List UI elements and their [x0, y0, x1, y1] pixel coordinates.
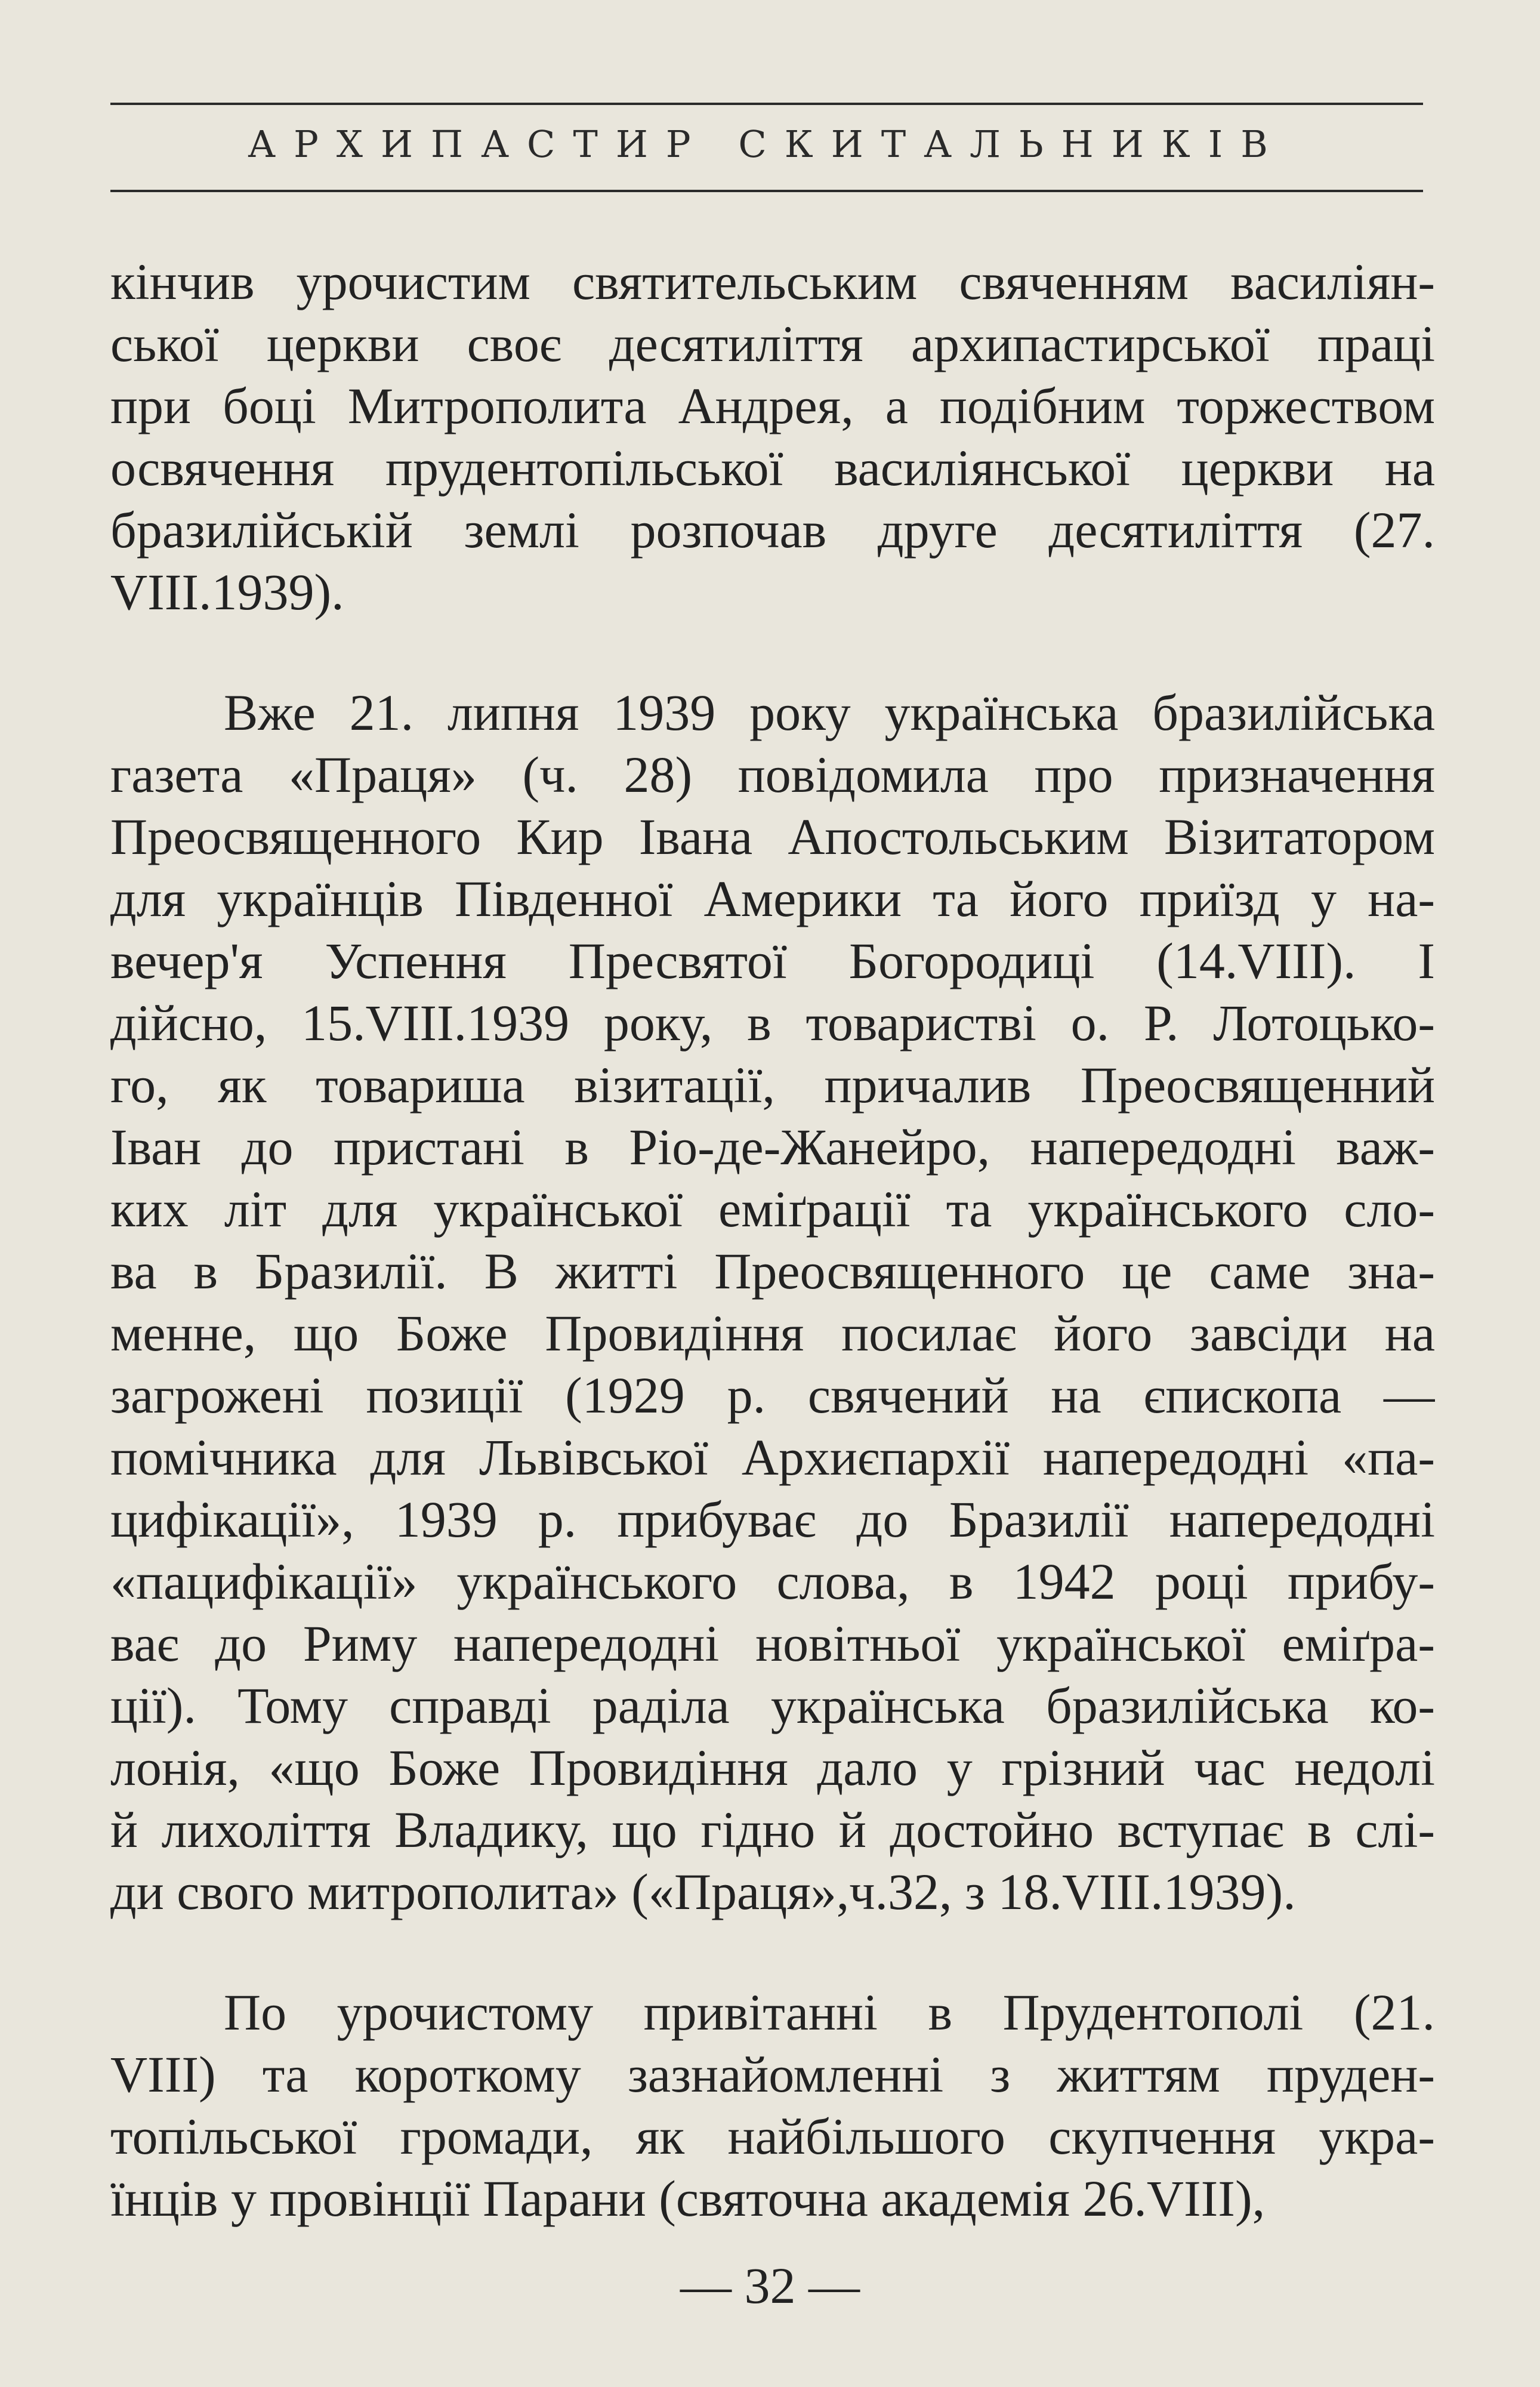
text-line: вечер'я Успення Пресвятої Богородиці (14.VIII). І [110, 932, 1435, 989]
text-line: помічника для Львівської Архиєпархії напередодні «па- [110, 1429, 1435, 1486]
text-line: бразилійській землі розпочав друге десятиліття (27. [110, 501, 1435, 559]
text-line: цифікації», 1939 р. прибуває до Бразилії напередодні [110, 1491, 1435, 1548]
header-bottom-rule [110, 190, 1423, 192]
text-line: ди свого митрополита» («Праця»,ч.32, з 18.VIII.1939). [110, 1863, 1296, 1920]
text-line: при боці Митрополита Андрея, а подібним торжеством [110, 377, 1435, 434]
header-top-rule [110, 103, 1423, 105]
text-line: Преосвященного Кир Івана Апостольським Візитатором [110, 808, 1435, 865]
text-line: лонія, «що Боже Провидіння дало у грізний час недолі [110, 1739, 1435, 1796]
text-line: го, як товариша візитації, причалив Преосвященний [110, 1056, 1435, 1114]
running-head: АРХИПАСТИР СКИТАЛЬНИКІВ [248, 122, 1286, 166]
text-line: загрожені позиції (1929 р. свячений на єпископа — [110, 1367, 1435, 1424]
text-line: кінчив урочистим святительським свяченням василіян- [110, 253, 1435, 310]
paragraph [110, 1981, 1435, 2229]
text-line: топільської громади, як найбільшого скупчення укра- [110, 2108, 1435, 2165]
body-text [110, 251, 1435, 2229]
text-line: ких літ для української еміґрації та українського сло- [110, 1180, 1435, 1238]
paragraph [110, 681, 1435, 1923]
text-line: їнців у провінції Парани (святочна академія 26.VIII), [110, 2170, 1266, 2227]
text-line: газета «Праця» (ч. 28) повідомила про призначення [110, 746, 1435, 803]
text-line: дійсно, 15.VIII.1939 року, в товаристві о. Р. Лотоцько- [110, 994, 1435, 1051]
text-line: й лихоліття Владику, що гідно й достойно вступає в слі- [110, 1801, 1435, 1858]
text-line: освячення прудентопільської василіянської церкви на [110, 439, 1435, 496]
text-line: для українців Південної Америки та його приїзд у на- [110, 870, 1435, 927]
text-line: «пацифікації» українського слова, в 1942 році прибу- [110, 1553, 1435, 1610]
text-line: ва в Бразилії. В житті Преосвященного це саме зна- [110, 1242, 1435, 1300]
text-line: VIII.1939). [110, 563, 344, 621]
text-line: Вже 21. липня 1939 року українська бразилійська [224, 684, 1435, 741]
text-line: ції). Тому справді раділа українська бразилійська ко- [110, 1677, 1435, 1734]
paragraph [110, 251, 1435, 623]
text-line: ває до Риму напередодні новітньої української еміґра- [110, 1615, 1435, 1672]
text-line: менне, що Боже Провидіння посилає його завсіди на [110, 1304, 1435, 1362]
text-line: ської церкви своє десятиліття архипастирської праці [110, 315, 1435, 372]
text-line: Іван до пристані в Ріо-де-Жанейро, напередодні важ- [110, 1118, 1435, 1176]
page-number: — 32 — [680, 2257, 860, 2314]
text-line: По урочистому привітанні в Прудентополі (21. [224, 1984, 1435, 2041]
text-line: VIII) та короткому зазнайомленні з життям пруден- [110, 2046, 1435, 2103]
